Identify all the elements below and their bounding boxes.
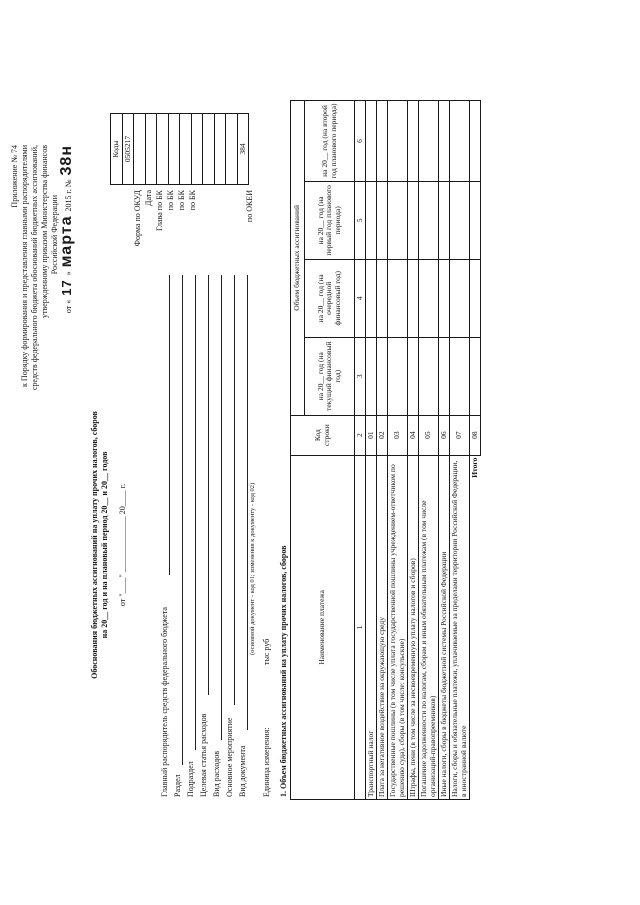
table-row <box>377 101 388 800</box>
row-cell[interactable] <box>408 101 419 182</box>
appendix-line-1: Приложение № 74 <box>10 145 19 208</box>
order-month: марта <box>58 215 75 268</box>
appendix-line-4: утвержденному приказом Министерства финансов <box>40 145 49 319</box>
row-cell[interactable] <box>388 181 408 259</box>
row-name: Налоги, сборы и обязательные платежи, уплачиваемые за пределами территории Российской Федерации, в иностранной валюте <box>450 455 470 799</box>
row-name: Штрафы, пени (в том числе за несвоевременную уплату налогов и сборов) <box>408 455 419 799</box>
field-line-osn-meropr[interactable] <box>234 275 235 705</box>
row-cell[interactable] <box>377 259 388 337</box>
codes-label-okei: по ОКЕИ <box>245 190 254 223</box>
total-cell[interactable] <box>470 101 481 182</box>
codes-table <box>110 113 249 185</box>
appendix-line-5: Российской Федерации <box>50 195 59 275</box>
row-code: 04 <box>408 415 419 455</box>
total-label: Итого <box>470 457 479 478</box>
field-line-grbs[interactable] <box>169 275 170 575</box>
total-cell[interactable] <box>470 337 481 415</box>
field-line-vid-doc[interactable] <box>247 275 248 730</box>
field-line-vr[interactable] <box>221 275 222 740</box>
row-code: 06 <box>439 415 450 455</box>
total-cell[interactable] <box>470 181 481 259</box>
colnum-6: 6 <box>355 101 366 182</box>
codes-bk1-cell[interactable] <box>157 114 169 185</box>
appendix-line-2: к Порядку формирования и представления главными распорядителями <box>20 145 29 387</box>
row-name: Плата за негативное воздействие на окружающую среду <box>377 455 388 799</box>
field-label-razdel: Раздел <box>173 774 182 797</box>
row-name: Погашение задолженности по налогам, сборам и иным обязательным платежам (в том числе организаций-правопреемников) <box>419 455 439 799</box>
row-cell[interactable] <box>388 337 408 415</box>
field-label-grbs: Главный распорядитель средств федерального бюджета <box>160 607 169 797</box>
row-cell[interactable] <box>450 259 470 337</box>
row-name: Иные налоги, сборы в бюджеты бюджетной системы Российской Федерации <box>439 455 450 799</box>
row-cell[interactable] <box>450 181 470 259</box>
document-title-line-1: Обоснования бюджетных ассигнований на уплату прочих налогов, сборов <box>90 411 99 679</box>
codes-glava-cell[interactable] <box>145 114 157 185</box>
row-code: 05 <box>419 415 439 455</box>
row-cell[interactable] <box>366 259 377 337</box>
field-label-unit: Единица измерения: <box>262 727 271 797</box>
row-code: 01 <box>366 415 377 455</box>
table-row <box>439 101 450 800</box>
field-label-osn-meropr: Основное мероприятие <box>225 717 234 797</box>
table-row <box>366 101 377 800</box>
document-date-line: от "____" ______________ 20____ г. <box>118 483 127 607</box>
codes-label-po-bk-3: по БК <box>188 190 197 211</box>
header-year-current: на 20__ год (на текущий финансовый год) <box>305 337 355 415</box>
appendix-line-3: средств федерального бюджета обоснований бюджетных ассигнований, <box>30 145 39 391</box>
order-number: 38н <box>58 145 75 176</box>
field-unit-value: тыс руб <box>262 638 271 665</box>
row-cell[interactable] <box>439 259 450 337</box>
document-title-line-2: на 20__ год и на плановый период 20__ и 20__ годов <box>100 451 109 639</box>
colnum-1: 1 <box>355 455 366 799</box>
field-line-csr[interactable] <box>208 275 209 695</box>
codes-bk3-cell[interactable] <box>180 114 192 185</box>
table-row <box>388 101 408 800</box>
row-cell[interactable] <box>377 181 388 259</box>
codes-blank-cell-3[interactable] <box>214 114 226 185</box>
order-day: 17 <box>59 279 74 296</box>
row-cell[interactable] <box>408 181 419 259</box>
header-year-plan1: на 20__ год (на первый год планового периода) <box>305 181 355 259</box>
codes-label-glava: Глава по БК <box>155 190 164 231</box>
order-prefix: от « <box>64 299 73 314</box>
row-cell[interactable] <box>419 181 439 259</box>
codes-label-date: Дата <box>144 190 153 206</box>
row-cell[interactable] <box>388 259 408 337</box>
codes-okei-value: 384 <box>237 114 249 185</box>
field-label-podrazdel: Подраздел <box>186 761 195 797</box>
row-code: 02 <box>377 415 388 455</box>
codes-label-okud: Форма по ОКУД <box>133 190 142 247</box>
row-name: Транспортный налог <box>366 455 377 799</box>
row-code: 03 <box>388 415 408 455</box>
row-cell[interactable] <box>366 181 377 259</box>
codes-okud-value: 0505217 <box>122 114 134 185</box>
table-total-row <box>470 101 481 800</box>
row-cell[interactable] <box>377 337 388 415</box>
colnum-3: 3 <box>355 337 366 415</box>
header-code: Код строки <box>291 415 355 455</box>
row-cell[interactable] <box>388 101 408 182</box>
field-label-csr: Целевая статья расходов <box>199 713 208 797</box>
header-volume-group: Объем бюджетных ассигнований <box>291 101 305 416</box>
order-year: 2015 г. № <box>64 179 73 212</box>
codes-header: Коды <box>111 114 123 185</box>
field-line-razdel[interactable] <box>182 275 183 765</box>
field-vid-doc-hint: (основной документ - код 01; изменения к документу - код 02) <box>249 482 256 655</box>
total-code: 08 <box>470 415 481 455</box>
row-cell[interactable] <box>439 101 450 182</box>
row-cell[interactable] <box>450 337 470 415</box>
row-cell[interactable] <box>419 101 439 182</box>
table-row <box>408 101 419 800</box>
table-row <box>450 101 470 800</box>
row-cell[interactable] <box>366 337 377 415</box>
row-name: Государственные пошлины (в том числе уплата государственной пошлины учреждением-ответчиком по решению суда), сборы (в том числе: консульские) <box>388 455 408 799</box>
colnum-4: 4 <box>355 259 366 337</box>
row-cell[interactable] <box>377 101 388 182</box>
table-row <box>419 101 439 800</box>
field-label-vr: Вид расходов <box>212 751 221 797</box>
codes-date-cell[interactable] <box>134 114 146 185</box>
row-cell[interactable] <box>439 337 450 415</box>
row-cell[interactable] <box>419 337 439 415</box>
colnum-2: 2 <box>355 415 366 455</box>
field-line-podrazdel[interactable] <box>195 275 196 750</box>
header-year-next: на 20__ год (на очередной финансовый год) <box>305 259 355 337</box>
row-cell[interactable] <box>419 259 439 337</box>
codes-blank-cell-2[interactable] <box>203 114 215 185</box>
codes-bk2-cell[interactable] <box>168 114 180 185</box>
colnum-5: 5 <box>355 181 366 259</box>
codes-blank-cell-4[interactable] <box>226 114 238 185</box>
row-cell[interactable] <box>366 101 377 182</box>
codes-label-po-bk-2: по БК <box>177 190 186 211</box>
codes-label-po-bk-1: по БК <box>166 190 175 211</box>
codes-blank-cell-1[interactable] <box>191 114 203 185</box>
field-label-vid-doc: Вид документа <box>238 745 247 797</box>
row-cell[interactable] <box>408 337 419 415</box>
row-code: 07 <box>450 415 470 455</box>
appendix-order-line <box>58 145 78 365</box>
row-cell[interactable] <box>450 101 470 182</box>
payments-table <box>290 100 481 800</box>
row-cell[interactable] <box>408 259 419 337</box>
header-name: Наименование платежа <box>291 455 355 799</box>
row-cell[interactable] <box>439 181 450 259</box>
order-mid: » <box>64 271 73 276</box>
section-1-title: 1. Объем бюджетных ассигнований на уплату прочих налогов, сборов <box>279 545 288 797</box>
total-cell[interactable] <box>470 259 481 337</box>
header-year-plan2: на 20__ год (на второй год планового периода) <box>305 101 355 182</box>
